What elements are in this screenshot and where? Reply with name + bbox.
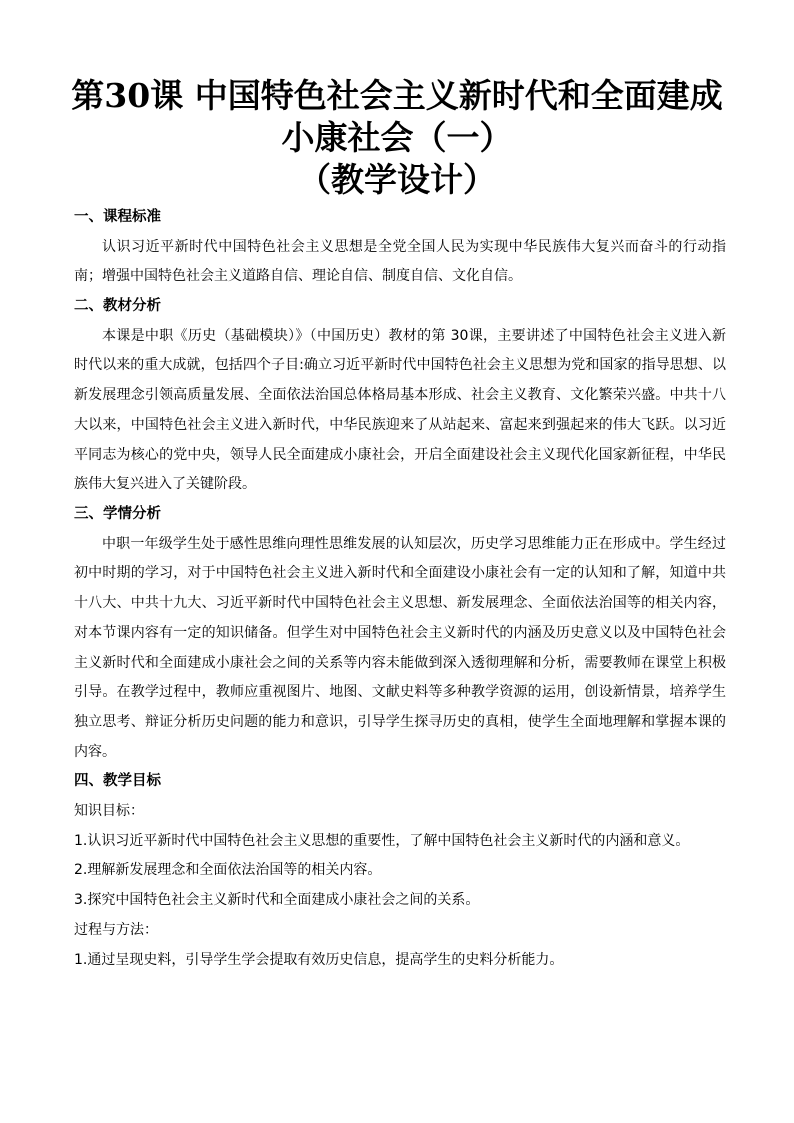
section-paragraph: 本课是中职《历史（基础模块）》（中国历史）教材的第 30课，主要讲述了中国特色社会主义进入新时代以来的重大成就，包括四个子目:确立习近平新时代中国特色社会主义思想为党和国家的指导思想、以新发展理念引领高质量发展、全面依法治国总体格局基本形成、社会主义教育、文化繁荣兴盛。中共十八大以来，中国特色社会主义进入新时代，中华民族迎来了从站起来、富起来到强起来的伟大飞跃。以习近平同志为核心的党中央，领导人民全面建成小康社会，开启全面建设社会主义现代化国家新征程，中华民族伟大复兴进入了关键阶段。 [74,327,726,493]
knowledge-objective-item: 3.探究中国特色社会主义新时代和全面建成小康社会之间的关系。 [74,892,480,909]
document-title-line-2: 小康社会（一） [281,118,513,157]
section-heading: 二、教材分析 [74,298,161,315]
process-methods-label: 过程与方法： [74,921,158,938]
section-textbook-analysis [74,292,726,500]
document-body [74,203,726,975]
section-heading: 一、课程标准 [74,209,161,225]
section-heading: 四、教学目标 [74,773,161,790]
knowledge-objective-item: 1.认识习近平新时代中国特色社会主义思想的重要性，了解中国特色社会主义新时代的内涵和意义。 [74,832,690,849]
section-teaching-objectives [74,767,726,975]
document-title-line-1: 第30课 中国特色社会主义新时代和全面建成 [71,76,723,115]
document-title-line-3: （教学设计） [298,160,496,199]
section-learner-analysis [74,500,726,767]
section-paragraph: 中职一年级学生处于感性思维向理性思维发展的认知层次，历史学习思维能力正在形成中。学生经过初中时期的学习，对于中国特色社会主义进入新时代和全面建设小康社会有一定的认知和了解，知道中共十八大、中共十九大、习近平新时代中国特色社会主义思想、新发展理念、全面依法治国等的相关内容，对本节课内容有一定的知识储备。但学生对中国特色社会主义新时代的内涵及历史意义以及中国特色社会主义新时代和全面建成小康社会之间的关系等内容未能做到深入透彻理解和分析，需要教师在课堂上积极引导。在教学过程中，教师应重视图片、地图、文献史料等多种教学资源的运用，创设新情景，培养学生独立思考、辩证分析历史问题的能力和意识，引导学生探寻历史的真相，使学生全面地理解和掌握本课的内容。 [74,535,726,760]
section-heading: 三、学情分析 [74,506,161,522]
process-objective-item: 1.通过呈现史料，引导学生学会提取有效历史信息，提高学生的史料分析能力。 [74,951,564,968]
knowledge-objectives-label: 知识目标： [74,803,144,819]
knowledge-objective-item: 2.理解新发展理念和全面依法治国等的相关内容。 [74,862,382,879]
section-curriculum-standard [74,203,726,292]
section-paragraph: 认识习近平新时代中国特色社会主义思想是全党全国人民为实现中华民族伟大复兴而奋斗的行动指南；增强中国特色社会主义道路自信、理论自信、制度自信、文化自信。 [74,238,726,285]
